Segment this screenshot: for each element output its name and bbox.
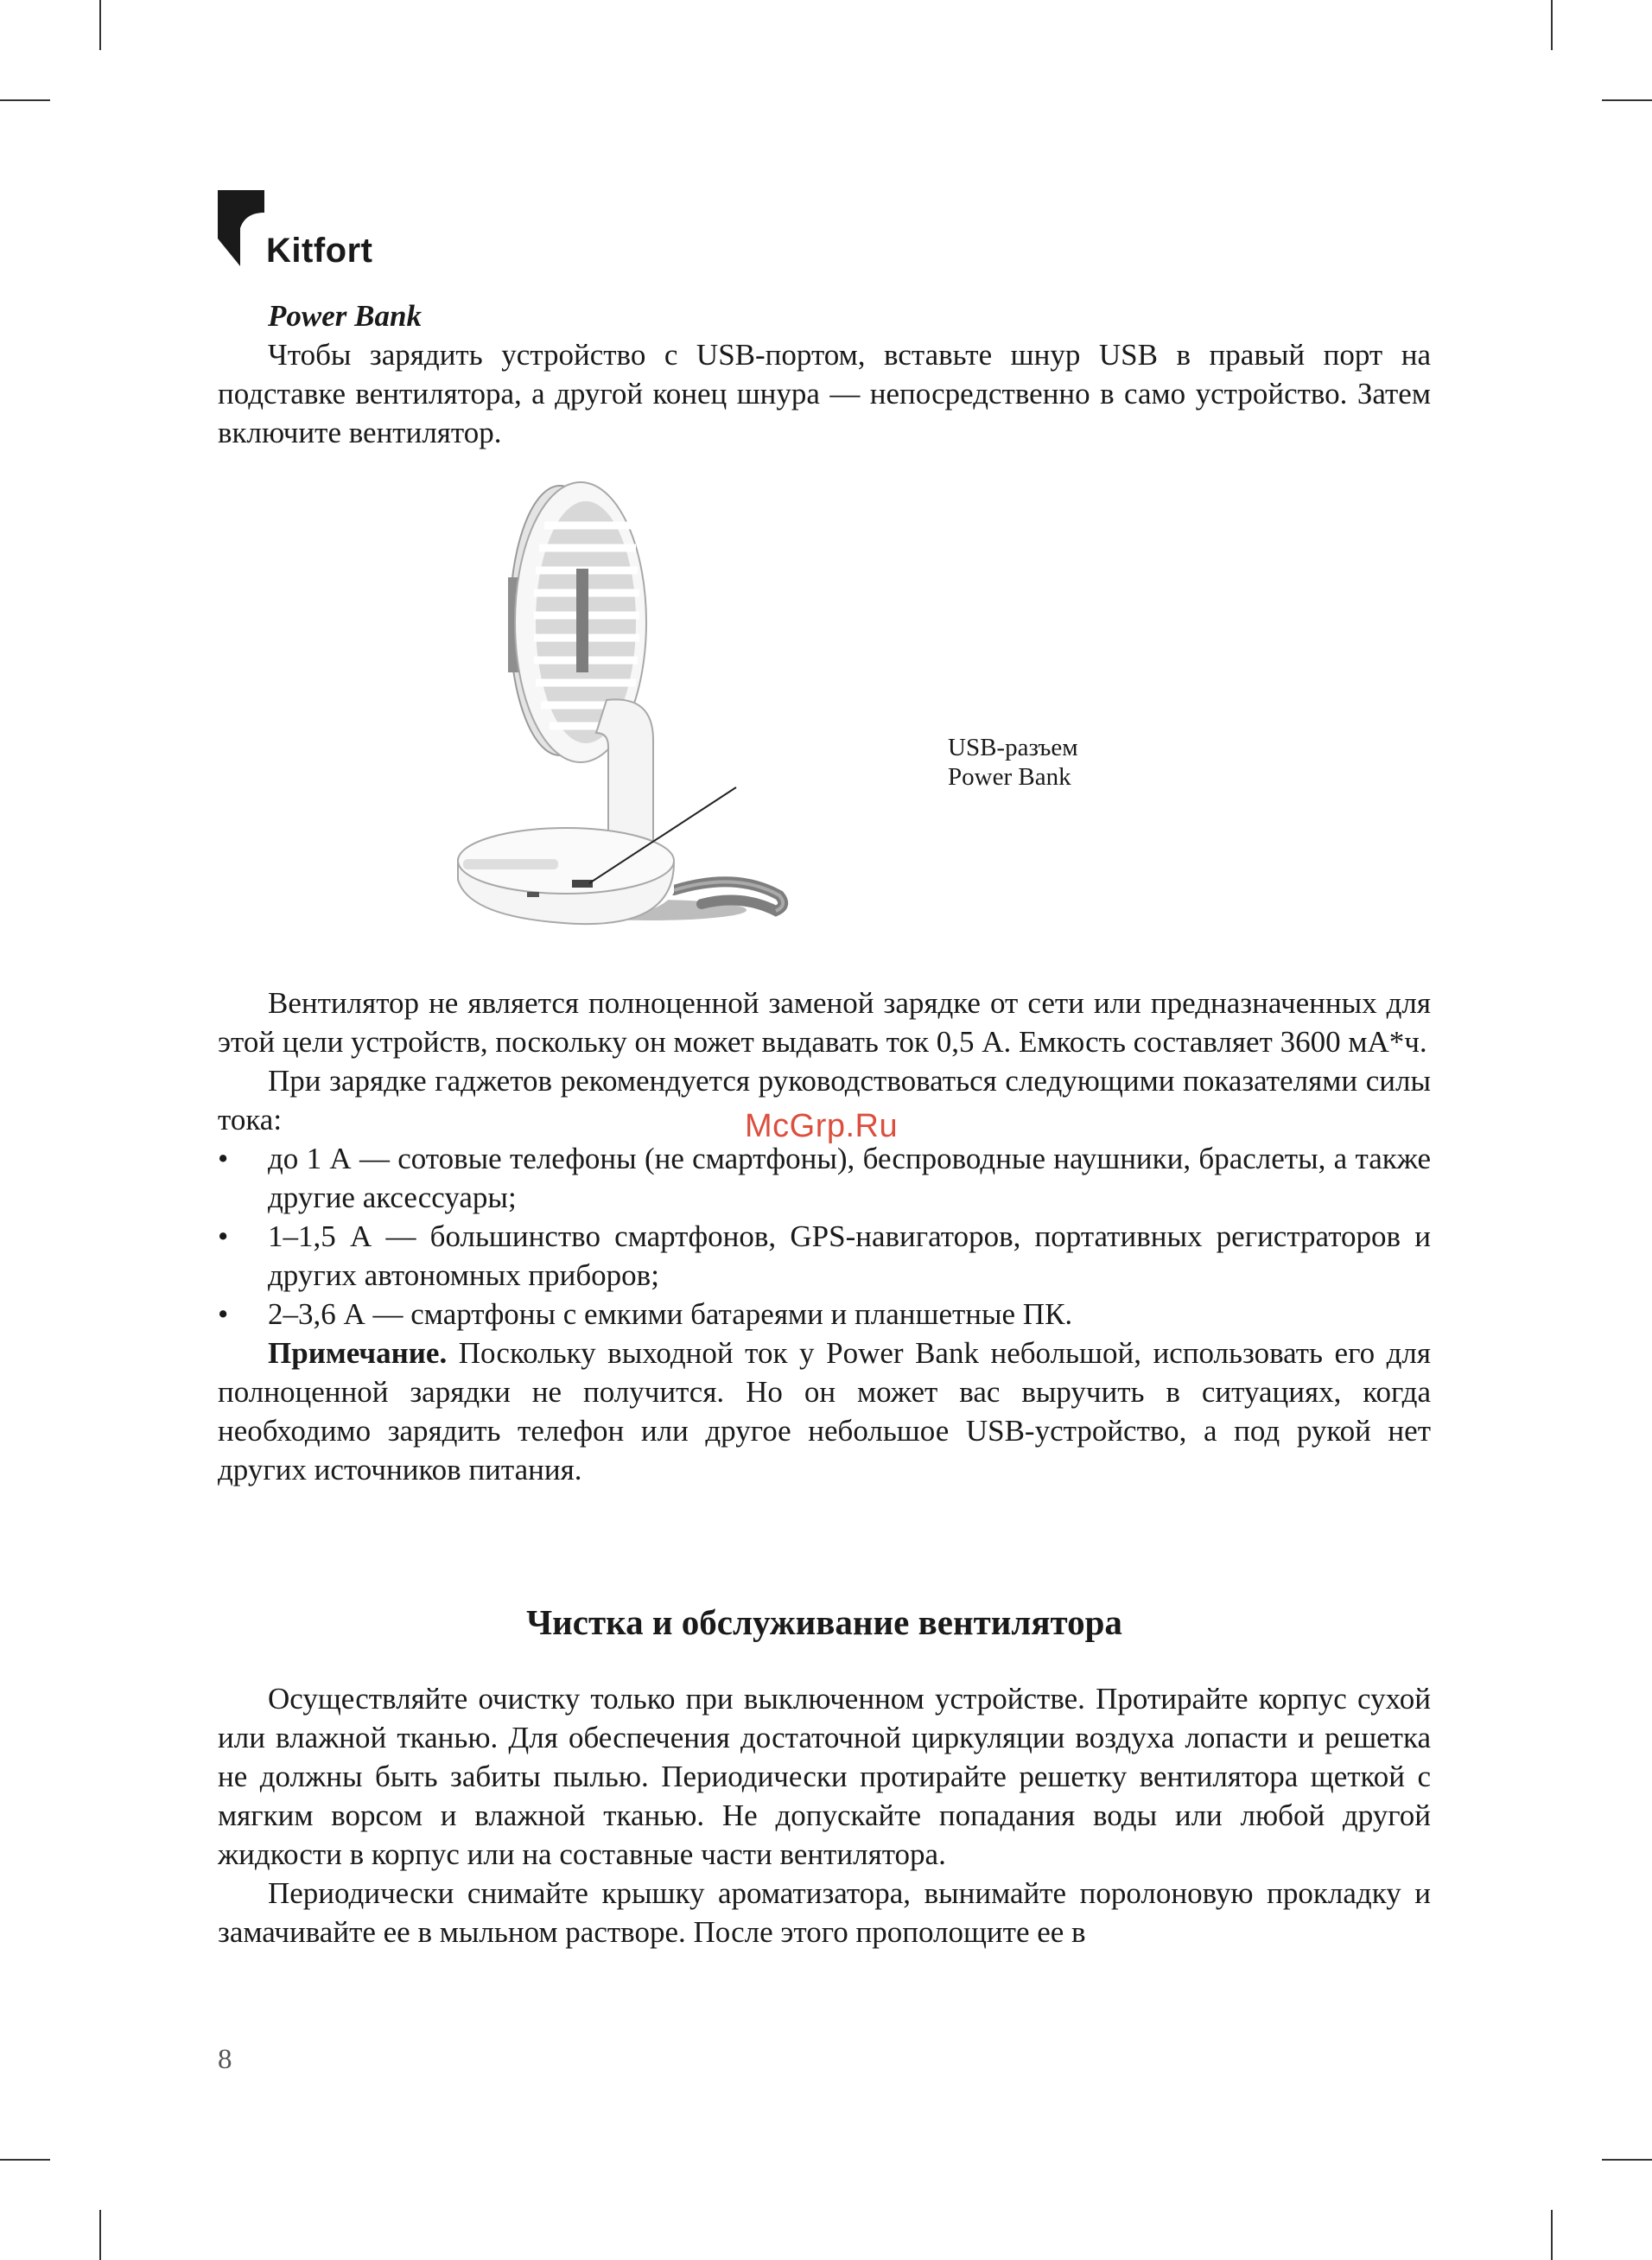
fan-drawing: [218, 474, 1431, 945]
list-item: • 1–1,5 А — большинство смартфонов, GPS-навигаторов, портативных регистраторов и других автономных приборов;: [218, 1217, 1431, 1295]
crop-mark: [99, 2210, 101, 2260]
callout-line: Power Bank: [948, 763, 1071, 791]
paragraph: Периодически снимайте крышку ароматизатора, вынимайте поролоновую прокладку и замачивайте ее в мыльном растворе. После этого прополощите ее в: [218, 1876, 1431, 1949]
paragraph: Вентилятор не является полноценной заменой зарядке от сети или предназначенных для этой цели устройств, поскольку он может выдавать ток 0,5 А. Емкость составляет 3600 мА*ч.: [218, 986, 1431, 1059]
watermark: McGrp.Ru: [745, 1108, 899, 1144]
brand-name: Kitfort: [266, 232, 373, 270]
crop-mark: [0, 2159, 50, 2161]
crop-mark: [1551, 0, 1553, 50]
list-item: • 2–3,6 А — смартфоны с емкими батареями и планшетные ПК.: [218, 1295, 1431, 1334]
crop-mark: [1551, 2210, 1553, 2260]
crop-mark: [1602, 99, 1652, 101]
paragraph: При зарядке гаджетов рекомендуется руководствоваться следующими показателями силы тока:: [218, 1064, 1431, 1136]
paragraph: Осуществляйте очистку только при выключенном устройстве. Протирайте корпус сухой или влажной тканью. Для обеспечения достаточной циркуляции воздуха лопасти и решетка не должны быть забиты пылью. Периодически протирайте решетку вентилятора щеткой с мягким ворсом и влажной тканью. Не допускайте попадания воды или любой другой жидкости в корпус или на составные части вентилятора.: [218, 1682, 1431, 1871]
crop-mark: [99, 0, 101, 50]
list-item: • до 1 А — сотовые телефоны (не смартфоны), беспроводные наушники, браслеты, а также другие аксессуары;: [218, 1139, 1431, 1217]
note-label: Примечание.: [268, 1336, 448, 1370]
kitfort-logo-icon: [216, 187, 268, 270]
note-paragraph: [218, 1334, 1431, 1489]
fan-illustration: [218, 474, 1431, 945]
callout-line: USB-разъем: [948, 734, 1078, 761]
current-list: [218, 1139, 1431, 1334]
page-number: 8: [218, 2044, 232, 2075]
section-subheading: Power Bank: [268, 299, 422, 333]
crop-mark: [0, 99, 50, 101]
figure-callout: [948, 733, 1078, 792]
crop-mark: [1602, 2159, 1652, 2161]
paragraph: Чтобы зарядить устройство с USB-портом, вставьте шнур USB в правый порт на подставке вентилятора, а другой конец шнура — непосредственно в само устройство. Затем включите вентилятор.: [218, 338, 1431, 449]
section-title: Чистка и обслуживание вентилятора: [526, 1602, 1122, 1642]
note-text: Поскольку выходной ток у Power Bank небольшой, использовать его для полноценной зарядки не получится. Но он может вас выручить в ситуациях, когда необходимо зарядить телефон или другое небольшое USB-устройство, а под рукой нет других источников питания.: [218, 1336, 1431, 1487]
